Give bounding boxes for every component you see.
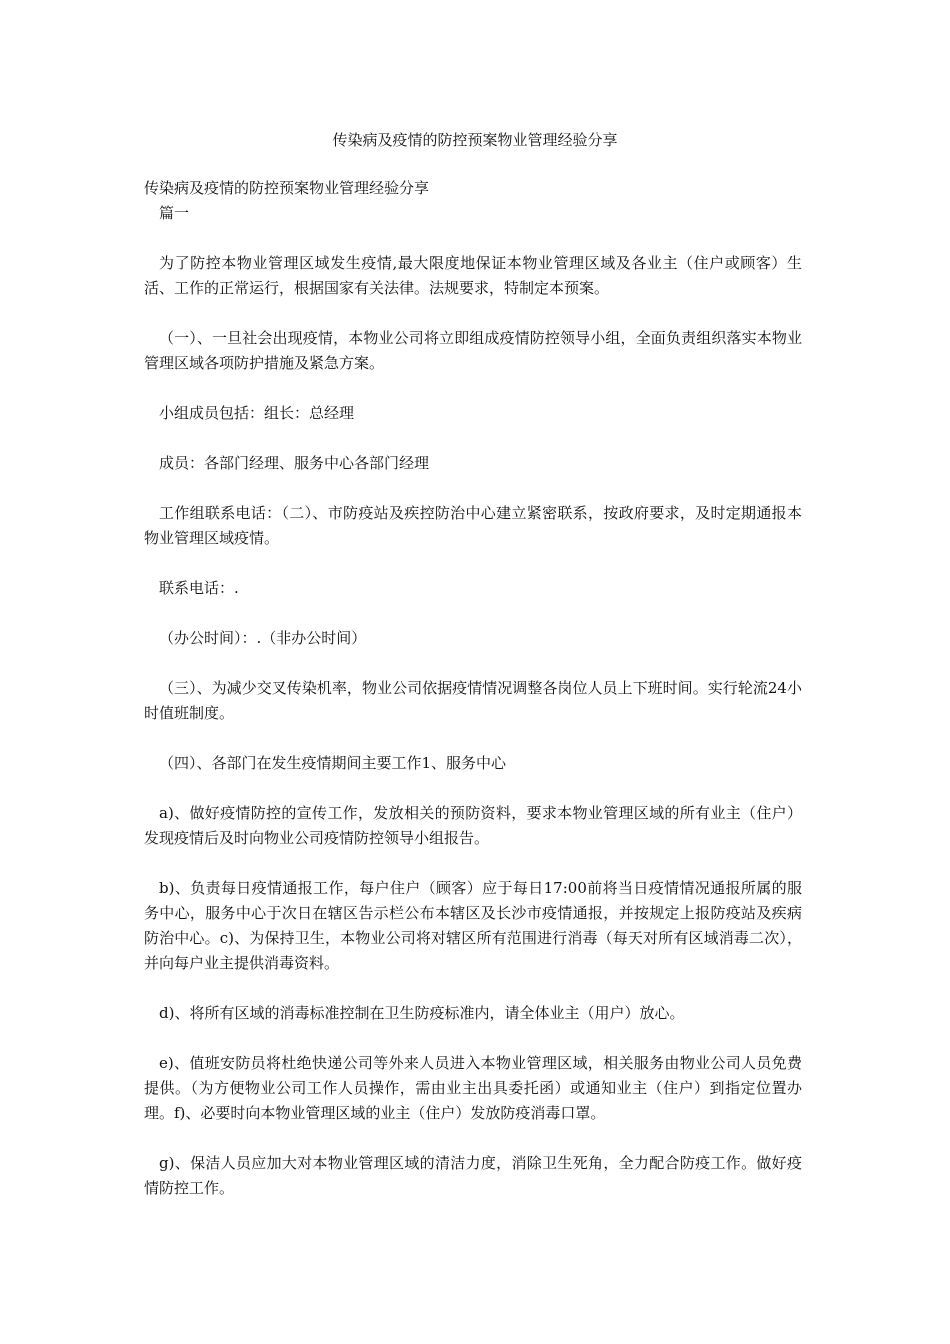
section-label: 篇一 — [159, 204, 190, 222]
paragraph-intro: 为了防控本物业管理区域发生疫情,最大限度地保证本物业管理区域及各业主（住户或顾客）生活、工作的正常运行，根据国家有关法律。法规要求，特制定本预案。 — [144, 254, 802, 297]
paragraph-item-g: g)、保洁人员应加大对本物业管理区域的清洁力度，消除卫生死角，全力配合防疫工作。做好疫情防控工作。 — [144, 1154, 802, 1197]
paragraph-item-d: d)、将所有区域的消毒标准控制在卫生防疫标准内，请全体业主（用户）放心。 — [159, 1004, 685, 1022]
paragraph-office-hours: （办公时间）：.（非办公时间） — [159, 629, 367, 647]
paragraph-members: 成员：各部门经理、服务中心各部门经理 — [159, 454, 430, 472]
paragraph-section-1: （一）、一旦社会出现疫情，本物业公司将立即组成疫情防控领导小组，全面负责组织落实本物业管理区域各项防护措施及紧急方案。 — [144, 329, 802, 372]
document-subtitle: 传染病及疫情的防控预案物业管理经验分享 — [144, 179, 430, 197]
paragraph-section-2: 工作组联系电话：（二）、市防疫站及疾控防治中心建立紧密联系，按政府要求，及时定期通报本物业管理区域疫情。 — [144, 504, 802, 547]
paragraph-item-e-f: e)、值班安防员将杜绝快递公司等外来人员进入本物业管理区域，相关服务由物业公司人员免费提供。（为方便物业公司工作人员操作，需由业主出具委托函）或通知业主（住户）到指定位置办理。f)、必要时向本物业管理区域的业主（住户）发放防疫消毒口罩。 — [144, 1054, 802, 1122]
paragraph-contact-phone: 联系电话：. — [159, 579, 239, 597]
paragraph-group-members: 小组成员包括：组长：总经理 — [159, 404, 355, 422]
document-title: 传染病及疫情的防控预案物业管理经验分享 — [332, 131, 618, 149]
paragraph-item-a: a)、做好疫情防控的宣传工作，发放相关的预防资料，要求本物业管理区域的所有业主（住户）发现疫情后及时向物业公司疫情防控领导小组报告。 — [144, 804, 802, 847]
paragraph-section-4: （四）、各部门在发生疫情期间主要工作1、服务中心 — [159, 754, 507, 772]
paragraph-item-b-c: b)、负责每日疫情通报工作，每户住户（顾客）应于每日17:00前将当日疫情情况通报所属的服务中心，服务中心于次日在辖区告示栏公布本辖区及长沙市疫情通报，并按规定上报防疫站及疾病防治中心。c)、为保持卫生，本物业公司将对辖区所有范围进行消毒（每天对所有区域消毒二次），并向每户业主提供消毒资料。 — [144, 879, 802, 972]
document-body — [144, 176, 802, 1201]
paragraph-section-3: （三）、为减少交叉传染机率，物业公司依据疫情情况调整各岗位人员上下班时间。实行轮流24小时值班制度。 — [144, 679, 802, 722]
